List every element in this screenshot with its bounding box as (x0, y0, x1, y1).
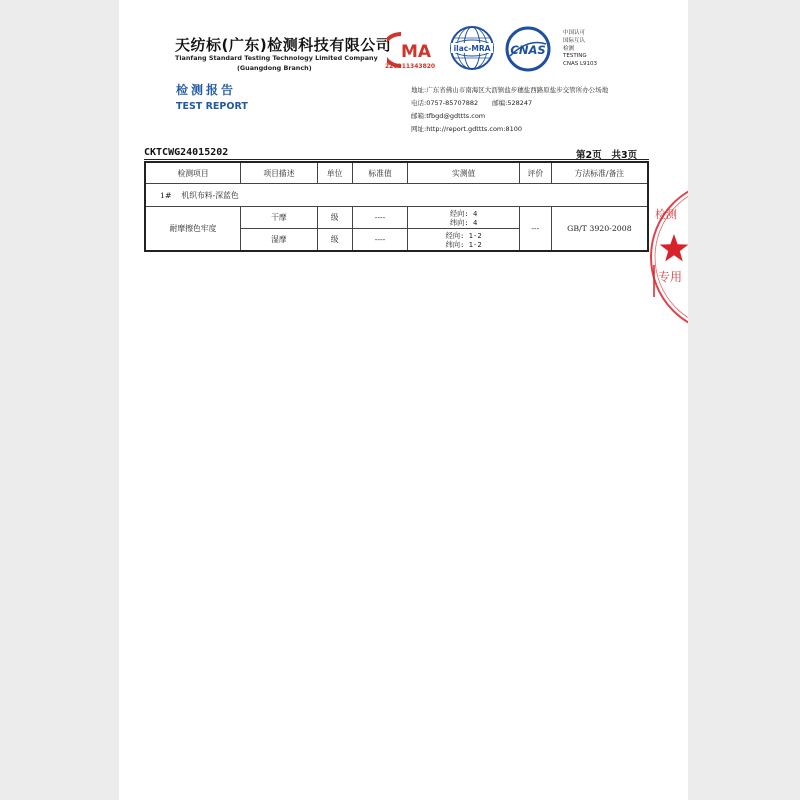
table-header: 方法标准/备注 (551, 162, 648, 184)
company-name-en: Tianfang Standard Testing Technology Limited Company (175, 54, 378, 62)
address: 地址:广东省佛山市南海区大沥镇盐步穗盐西路原盐步交管所办公场地 (411, 86, 609, 94)
table-header: 检测项目 (145, 162, 241, 184)
star-icon (660, 234, 688, 261)
unit: 级 (317, 207, 352, 229)
report-title-en: TEST REPORT (176, 101, 248, 112)
cnas-text: CNAS (510, 43, 546, 57)
cma-text: MA (401, 42, 432, 62)
email: 邮箱:tfbgd@gdttts.com (411, 112, 486, 120)
table-header-row (145, 162, 648, 184)
report-page (119, 0, 688, 800)
measured-weft: 纬向: 4 (449, 217, 478, 227)
item-description: 湿摩 (241, 229, 318, 252)
accreditation-line: 国际互认 (563, 37, 586, 44)
item-description: 干摩 (241, 207, 318, 229)
cma-number: 220011343820 (385, 63, 436, 70)
test-item: 耐摩擦色牢度 (145, 207, 241, 252)
table-header: 项目描述 (241, 162, 318, 184)
accreditation-line: TESTING (563, 53, 587, 60)
seal-text-top: 检测 (655, 208, 677, 221)
results-table (144, 161, 649, 252)
standard-value: ---- (352, 229, 408, 252)
ilac-text: ilac-MRA (453, 44, 491, 53)
official-seal (649, 185, 688, 335)
seal-text-bottom: 专用 (658, 270, 683, 284)
sample-number: 1# (160, 190, 172, 200)
phone: 电话:0757-85707882 (411, 99, 479, 107)
accreditation-line: CNAS L9103 (563, 61, 598, 68)
measured-value (408, 207, 520, 229)
method-standard: GB/T 3920-2008 (551, 207, 648, 252)
measured-weft: 纬向: 1-2 (445, 239, 482, 249)
table-header: 标准值 (352, 162, 408, 184)
table-row (145, 207, 648, 229)
header-divider (144, 159, 649, 160)
sample-cell (145, 184, 648, 207)
table-header: 实测值 (408, 162, 520, 184)
ilac-mra-logo (449, 25, 495, 71)
website: 网址:http://report.gdttts.com:8100 (411, 125, 522, 133)
table-header: 评价 (519, 162, 551, 184)
page-indicator: 第2页 共3页 (576, 150, 638, 161)
accreditation-line: 检测 (563, 45, 575, 52)
unit: 级 (317, 229, 352, 252)
company-branch-en: (Guangdong Branch) (237, 64, 312, 72)
postcode: 邮编:528247 (492, 99, 533, 107)
accreditation-line: 中国认可 (563, 30, 586, 36)
company-name-cn: 天纺标(广东)检测科技有限公司 (175, 36, 392, 54)
contact-info (411, 84, 608, 136)
table-header: 单位 (317, 162, 352, 184)
accreditation-text (563, 30, 597, 69)
report-title-cn: 检测报告 (176, 83, 237, 97)
measured-warp: 经向: 4 (449, 208, 478, 218)
cnas-logo (504, 26, 552, 72)
report-number: CKTCWG24015202 (144, 147, 229, 158)
sample-name: 机织布料-深蓝色 (181, 190, 239, 200)
standard-value: ---- (352, 207, 408, 229)
measured-warp: 经向: 1-2 (445, 230, 482, 240)
measured-value (408, 229, 520, 252)
sample-row (145, 184, 648, 207)
evaluation: --- (519, 207, 551, 252)
